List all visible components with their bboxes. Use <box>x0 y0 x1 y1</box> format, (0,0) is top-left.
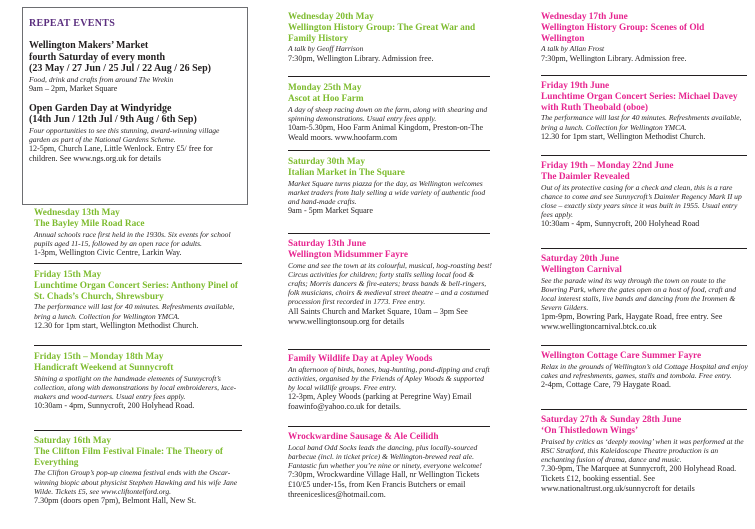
event-daimler-revealed <box>541 161 749 229</box>
event-cottage-care-fayre <box>541 351 749 390</box>
event-info: 1-3pm, Wellington Civic Centre, Larkin Way. <box>34 248 182 257</box>
event-desc: Local band Odd Socks leads the dancing, plus locally-sourced barbecue (incl. in ticket price) & Wellington-brewed real ale. Fantastic fun whether you’re nine or ninety, everyone welcome! <box>288 442 482 471</box>
event-title: Wellington Cottage Care Summer Fayre <box>541 351 702 361</box>
event-title: Handicraft Weekend at Sunnycroft <box>34 362 174 373</box>
event-info: 10am-5.30pm, Hoo Farm Animal Kingdom, Preston-on-The Weald moors. www.hoofarm.com <box>288 123 484 142</box>
event-info: 12.30 for 1pm start, Wellington Methodist Church. <box>34 320 199 330</box>
event-ascot-hoo-farm <box>288 83 492 143</box>
event-desc: The performance will last for 40 minutes. Refreshments available, bring a lunch. Collection for Wellington YMCA. <box>34 302 235 321</box>
divider <box>541 155 747 156</box>
event-organ-concert-davey <box>541 81 749 142</box>
divider <box>34 430 242 431</box>
event-desc: Relax in the grounds of Wellington’s old Cottage Hospital and enjoy cakes and refreshments, games, stalls and tombola. Free entry. <box>541 361 748 380</box>
event-info: 12-3pm, Apley Woods (parking at Peregrine Way) Email foawinfo@yahoo.co.uk for details. <box>288 392 472 412</box>
divider <box>541 248 747 249</box>
event-date: Monday 25th May <box>288 83 362 93</box>
event-title: Italian Market in The Square <box>288 167 405 178</box>
event-italian-market <box>288 157 492 216</box>
event-desc: A talk by Allan Frost <box>541 44 605 54</box>
event-date: Friday 19th – Monday 22nd June <box>541 161 674 171</box>
event-date: Wednesday 13th May <box>34 208 120 218</box>
event-desc: Shining a spotlight on the handmade elements of Sunnycroft’s collection, along with demonstrations by local embroiderers, lace-makers and wood-turners. Usual entry fees apply. <box>34 373 237 401</box>
event-desc: A talk by Geoff Harrison <box>288 44 364 54</box>
event-history-old-wellington <box>541 12 749 64</box>
event-info: 7:30pm, Wellington Library. Admission free. <box>288 53 434 63</box>
event-date: Friday 19th June <box>541 81 610 91</box>
event-midsummer-fayre <box>288 239 492 326</box>
event-info: 10:30am - 4pm, Sunnycroft, 200 Holyhead Road. <box>34 401 195 411</box>
event-desc: An afternoon of birds, bones, bug-hunting, pond-dipping and craft activities, organised by the Friends of Apley Woods & supported by local wildlife groups. Free entry. <box>288 364 490 393</box>
event-title: The Bayley Mile Road Race <box>34 218 145 229</box>
event-title: Family Wildlife Day at Apley Woods <box>288 354 433 364</box>
event-title: The Clifton Film Festival Finale: The Theory of Everything <box>34 446 223 468</box>
event-sausage-ale-ceilidh <box>288 432 492 500</box>
event-desc: Out of its protective casing for a check and clean, this is a rare chance to come and see Sunnycroft’s Daimler Regency Mark II up close – exactly sixty years since it was built in 1955. Usual entry fees apply. <box>541 182 742 220</box>
divider <box>541 75 747 76</box>
event-desc: See the parade wind its way through the town on route to the Bowring Park, where the gates open on a host of food, craft and local interest stalls, live bands and dancing from the Ironmen & Severn Gilders. <box>541 275 737 313</box>
event-desc: The performance will last for 40 minutes. Refreshments available, bring a lunch. Collection for Wellington YMCA. <box>541 113 742 132</box>
event-title: Wellington History Group: Scenes of Old Wellington <box>541 22 705 44</box>
event-date: Saturday 13th June <box>288 239 367 249</box>
divider <box>34 263 242 264</box>
event-title: Ascot at Hoo Farm <box>288 93 364 104</box>
open-garden-info: 12-5pm, Church Lane, Little Wenlock. Entry £5/ free for children. See www.ngs.org.uk for details <box>29 144 213 163</box>
makers-market-desc: Food, drink and crafts from around The Wrekin <box>29 74 174 84</box>
event-title: Wrockwardine Sausage & Ale Ceilidh <box>288 432 439 442</box>
event-clifton-film <box>34 436 246 506</box>
event-thistledown-wings <box>541 415 749 494</box>
event-desc: Annual schools race first held in the 1930s. Six events for school pupils aged 11-15, followed by an open race for adults. <box>34 229 231 248</box>
event-title: The Daimler Revealed <box>541 171 630 182</box>
event-title: Lunchtime Organ Concert Series: Anthony Pinel of St. Chads’s Church, Shrewsbury <box>34 280 239 302</box>
event-title: Wellington Carnival <box>541 264 622 275</box>
event-bayley-mile <box>34 208 246 258</box>
makers-market-title: Wellington Makers’ Market fourth Saturday of every month (23 May / 27 Jun / 25 Jul / 22 Aug / 26 Sep) <box>29 40 211 74</box>
divider <box>541 409 747 410</box>
event-info: 7.30-9pm, The Marquee at Sunnycroft, 200 Holyhead Road. Tickets £12, booking essential. See www.nationaltrust.org.uk/sunnycroft for details <box>541 464 737 494</box>
event-desc: Come and see the town at its colourful, musical, hog-roasting best! Circus activities for children; forty stalls selling local food & crafts; Morris dancers & fire-eaters; brass bands & bell-ringers, folk musicians, choirs & medieval street theatre – and a costumed procession first recorded in 1773. Free entry. <box>288 260 492 307</box>
event-date: Saturday 16th May <box>34 436 111 446</box>
event-desc: Market Square turns piazza for the day, as Wellington welcomes market traders from Italy selling a wide variety of authentic food and hand-made crafts. <box>288 178 486 206</box>
divider <box>34 345 242 346</box>
event-info: 9am - 5pm Market Square <box>288 206 373 216</box>
divider <box>288 76 490 77</box>
event-info: All Saints Church and Market Square, 10am – 3pm See www.wellingtonsoup.org for details <box>288 306 468 326</box>
event-info: 2-4pm, Cottage Care, 79 Haygate Road. <box>541 380 671 390</box>
event-date: Saturday 30th May <box>288 157 365 167</box>
event-info: 1pm-9pm, Bowring Park, Haygate Road, free entry. See www.wellingtoncarnival.btck.co.uk <box>541 312 723 332</box>
divider <box>288 349 490 350</box>
divider <box>288 426 490 427</box>
event-info: 7.30pm (doors open 7pm), Belmont Hall, New St. <box>34 496 197 505</box>
repeat-events-heading: REPEAT EVENTS <box>29 18 116 29</box>
repeat-events-box <box>22 7 248 205</box>
event-handicraft-weekend <box>34 352 246 411</box>
event-family-wildlife-day <box>288 354 492 412</box>
open-garden-desc: Four opportunities to see this stunning, award-winning village garden as part of the National Gardens Scheme. <box>29 125 220 144</box>
event-date: Wednesday 20th May <box>288 12 374 22</box>
event-history-great-war <box>288 12 492 64</box>
makers-market-info: 9am – 2pm, Market Square <box>29 83 118 93</box>
event-organ-concert-pinel <box>34 270 246 331</box>
divider <box>288 233 490 234</box>
event-date: Saturday 20th June <box>541 254 620 264</box>
event-title: Lunchtime Organ Concert Series: Michael Davey with Ruth Theobald (oboe) <box>541 91 738 113</box>
event-info: 10:30am - 4pm, Sunnycroft, 200 Holyhead Road <box>541 219 700 229</box>
divider <box>541 345 747 346</box>
event-info: 7:30pm, Wrockwardine Village Hall, nr Wellington Tickets £10/£5 under-15s, from Ken Francis Butchers or email threeniceslices@hotmail.com. <box>288 470 480 500</box>
divider <box>288 150 490 151</box>
event-wellington-carnival <box>541 254 749 332</box>
event-info: 12.30 for 1pm start, Wellington Methodist Church. <box>541 131 706 141</box>
event-title: Wellington Midsummer Fayre <box>288 249 408 260</box>
event-info: 7:30pm, Wellington Library. Admission free. <box>541 53 687 63</box>
event-desc: Praised by critics as ‘deeply moving’ when it was performed at the RSC Stratford, this Kaleidoscope Theatre production is an enchanting fusion of drama, dance and music. <box>541 436 744 464</box>
event-desc: A day of sheep racing down on the farm, along with shearing and spinning demonstrations. Usual entry fees apply. <box>288 104 488 123</box>
event-desc: The Clifton Group’s pop-up cinema festival ends with the Oscar-winning biopic about physicist Stephen Hawking and his wife Jane Wilde. Tickets £5, see www.cliftontelford.org. <box>34 468 238 496</box>
event-date: Wednesday 17th June <box>541 12 628 22</box>
event-date: Friday 15th May <box>34 270 102 280</box>
event-title: ‘On Thistledown Wings’ <box>541 425 639 436</box>
event-date: Saturday 27th & Sunday 28th June <box>541 415 682 425</box>
event-date: Friday 15th – Monday 18th May <box>34 352 164 362</box>
open-garden-title: Open Garden Day at Windyridge (14th Jun / 12th Jul / 9th Aug / 6th Sep) <box>29 102 197 126</box>
event-title: Wellington History Group: The Great War and Family History <box>288 22 476 44</box>
